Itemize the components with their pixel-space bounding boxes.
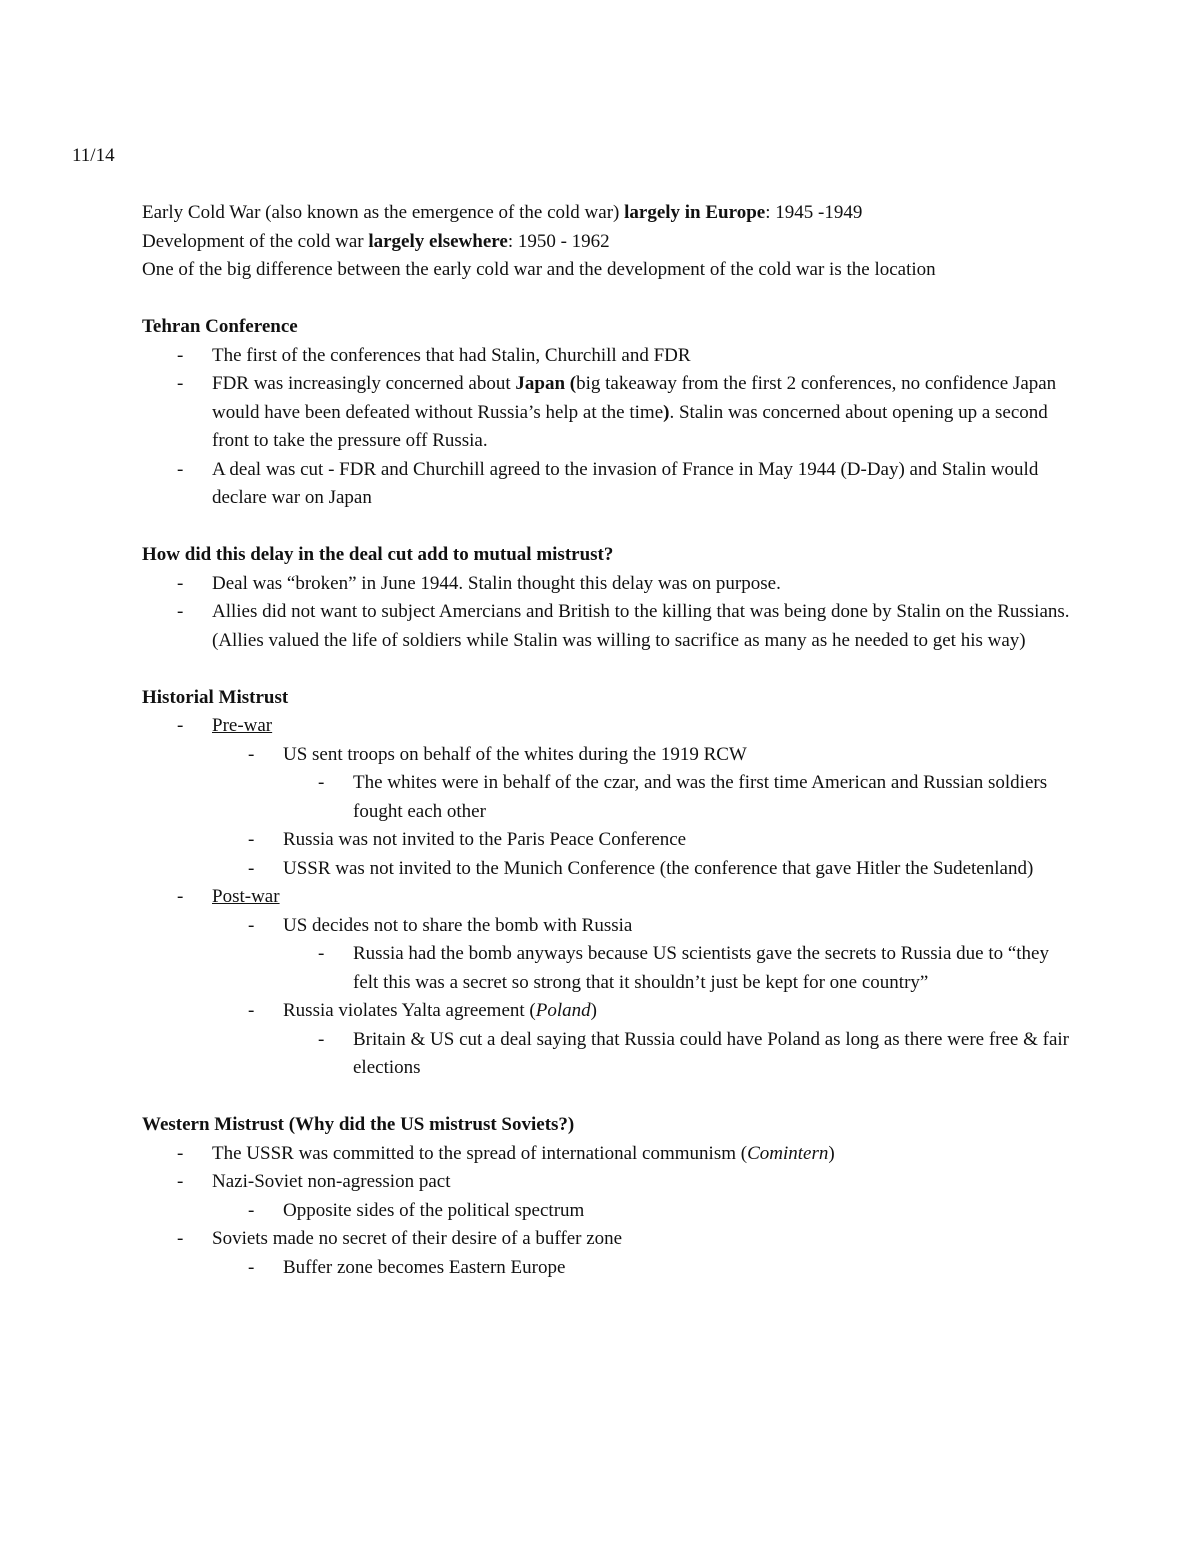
subheading-postwar: Post-war	[212, 886, 280, 907]
intro-line-3: One of the big difference between the early cold war and the development of the cold war is the location	[142, 259, 936, 280]
list-item	[142, 855, 1072, 884]
list-item	[142, 370, 1072, 456]
list-item	[142, 940, 1072, 997]
item-text: A deal was cut - FDR and Churchill agreed to the invasion of France in May 1944 (D-Day) and Stalin would declare war on Japan	[212, 458, 1039, 508]
intro-emphasis: largely in Europe	[624, 202, 766, 223]
bullet: -	[248, 1256, 255, 1278]
historical-list	[142, 712, 1072, 1083]
list-item	[142, 1225, 1072, 1254]
bullet: -	[177, 373, 184, 394]
item-text: US decides not to share the bomb with Russia	[283, 914, 633, 936]
delay-list	[142, 570, 1072, 656]
item-text: Britain & US cut a deal saying that Russia could have Poland as long as there were free & fair elections	[353, 1028, 1069, 1078]
bullet: -	[177, 1228, 184, 1249]
bullet: -	[177, 344, 184, 366]
section-heading-tehran: Tehran Conference	[142, 316, 298, 337]
item-text: Opposite sides of the political spectrum	[283, 1199, 585, 1221]
notes-body	[142, 199, 1072, 1282]
bullet: -	[248, 857, 255, 879]
bullet: -	[177, 458, 184, 480]
list-item	[142, 712, 1072, 741]
bullet: -	[177, 601, 184, 622]
bullet: -	[318, 772, 325, 793]
list-item	[142, 1254, 1072, 1283]
item-text: Soviets made no secret of their desire of a buffer zone	[212, 1228, 623, 1249]
section-heading-historical: Historial Mistrust	[142, 686, 289, 708]
bullet: -	[248, 743, 255, 765]
item-text: The USSR was committed to the spread of international communism (	[212, 1142, 748, 1164]
item-text: )	[590, 1000, 597, 1021]
list-item	[142, 342, 1072, 371]
list-item	[142, 769, 1072, 826]
item-text: The first of the conferences that had Stalin, Churchill and FDR	[212, 344, 691, 366]
item-emphasis: )	[663, 401, 670, 423]
item-text: . Stalin was concerned about opening up a second front to take the pressure off Russia.	[212, 401, 1048, 451]
item-text: Russia violates Yalta agreement (	[283, 1000, 536, 1021]
bullet: -	[177, 1142, 184, 1164]
item-text: Russia was not invited to the Paris Peace Conference	[283, 829, 687, 850]
list-item	[142, 1140, 1072, 1169]
list-item	[142, 1168, 1072, 1197]
bullet: -	[177, 886, 184, 907]
item-emphasis: Japan (	[515, 373, 577, 394]
item-text: US sent troops on behalf of the whites during the 1919 RCW	[283, 743, 747, 765]
bullet: -	[248, 1199, 255, 1221]
intro-line-1	[142, 199, 1072, 228]
list-item	[142, 997, 1072, 1026]
list-item	[142, 826, 1072, 855]
item-text: The whites were in behalf of the czar, and was the first time American and Russian soldiers fought each other	[353, 772, 1048, 822]
intro-line-2	[142, 228, 1072, 257]
list-item	[142, 912, 1072, 941]
item-text: Russia had the bomb anyways because US scientists gave the secrets to Russia due to “they felt this was a secret so strong that it shouldn’t just be kept for one country”	[353, 943, 1049, 993]
item-text: )	[828, 1142, 835, 1164]
intro-dates: : 1945 -1949	[765, 202, 863, 223]
intro-emphasis: largely elsewhere	[368, 230, 508, 252]
tehran-list	[142, 342, 1072, 513]
item-text: FDR was increasingly concerned about	[212, 373, 516, 394]
item-text: Allies did not want to subject Amercians and British to the killing that was being done by Stalin on the Russians. (Allies valued the life of soldiers while Stalin was willing to sacrifice as many as he needed to get his way)	[212, 601, 1070, 651]
bullet: -	[177, 715, 184, 736]
list-item	[142, 883, 1072, 912]
list-item	[142, 598, 1072, 655]
western-list	[142, 1140, 1072, 1283]
subheading-prewar: Pre-war	[212, 715, 273, 736]
bullet: -	[248, 1000, 255, 1021]
bullet: -	[248, 914, 255, 936]
section-heading-delay: How did this delay in the deal cut add to mutual mistrust?	[142, 544, 614, 565]
bullet: -	[248, 829, 255, 850]
bullet: -	[177, 1171, 184, 1192]
section-heading-western: Western Mistrust (Why did the US mistrust Soviets?)	[142, 1114, 575, 1135]
item-italic: Comintern	[747, 1142, 829, 1164]
list-item	[142, 1197, 1072, 1226]
item-text: Deal was “broken” in June 1944. Stalin thought this delay was on purpose.	[212, 572, 781, 594]
list-item	[142, 456, 1072, 513]
intro-text: Early Cold War (also known as the emergence of the cold war)	[142, 202, 625, 223]
bullet: -	[318, 943, 325, 964]
list-item	[142, 570, 1072, 599]
list-item	[142, 1026, 1072, 1083]
intro-dates: : 1950 - 1962	[507, 230, 610, 252]
intro-text: Development of the cold war	[142, 230, 369, 252]
item-text: USSR was not invited to the Munich Conference (the conference that gave Hitler the Sudetenland)	[283, 857, 1034, 879]
item-italic: Poland	[535, 1000, 591, 1021]
bullet: -	[177, 572, 184, 594]
item-text: big takeaway from the first 2 conferences, no confidence Japan would have been defeated without Russia’s help at the time	[212, 373, 1057, 423]
item-text: Buffer zone becomes Eastern Europe	[283, 1256, 566, 1278]
item-text: Nazi-Soviet non-agression pact	[212, 1171, 451, 1192]
bullet: -	[318, 1028, 325, 1050]
date: 11/14	[72, 145, 115, 166]
list-item	[142, 741, 1072, 770]
